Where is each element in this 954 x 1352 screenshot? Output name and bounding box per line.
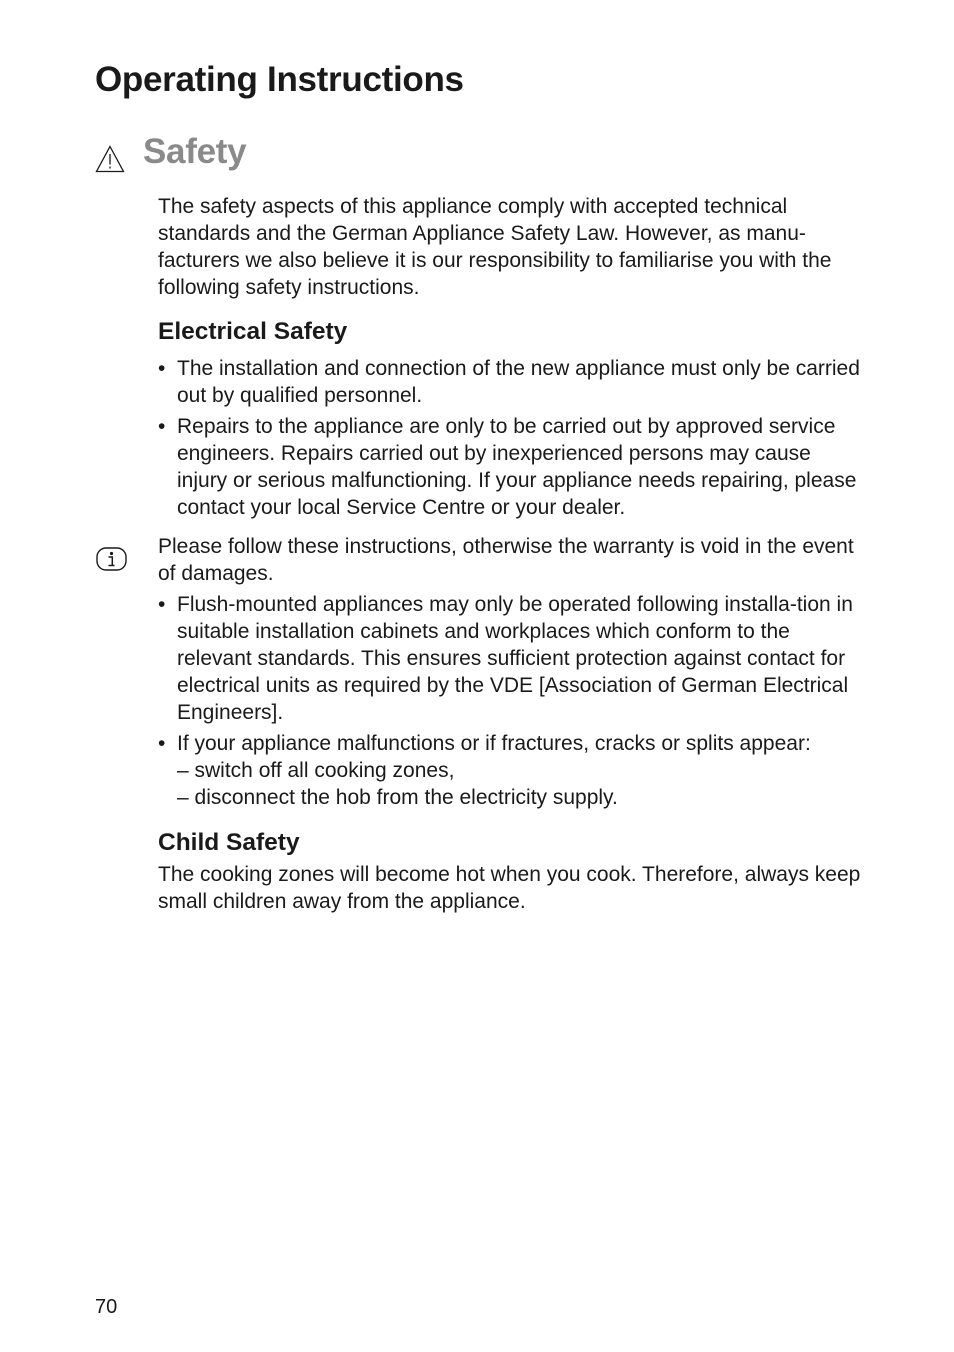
- info-icon: [96, 547, 127, 571]
- electrical-safety-heading: Electrical Safety: [158, 318, 348, 345]
- dash-item: – disconnect the hob from the electricity supply.: [177, 786, 618, 809]
- list-item: • Repairs to the appliance are only to be carried out by approved service engineers. Repairs carried out by inexperienced persons may cause injury or serious malfunctioning. If your appliance needs repairing, please contact your local Service Centre or your dealer.: [158, 413, 863, 521]
- page-number: 70: [95, 1296, 118, 1318]
- child-safety-heading: Child Safety: [158, 829, 300, 856]
- warning-triangle-icon: [95, 145, 125, 173]
- child-safety-text: The cooking zones will become hot when you cook. Therefore, always keep small children away from the appliance.: [158, 863, 861, 913]
- list-item: [158, 730, 863, 811]
- dash-item: – switch off all cooking zones,: [177, 759, 455, 782]
- safety-intro: The safety aspects of this appliance comply with accepted technical standards and the German Appliance Safety Law. However, as manu-facturers we also believe it is our responsibility to familiarise you with the following safety instructions.: [158, 195, 832, 299]
- page-title: Operating Instructions: [95, 60, 464, 99]
- list-item: • The installation and connection of the new appliance must only be carried out by qualified personnel.: [158, 355, 863, 409]
- section-title-safety: Safety: [143, 132, 247, 171]
- electrical-safety-list-2: [158, 591, 863, 811]
- list-item-text: If your appliance malfunctions or if fractures, cracks or splits appear:: [177, 732, 811, 755]
- list-item: • Flush-mounted appliances may only be operated following installa-tion in suitable installation cabinets and workplaces which conform to the relevant standards. This ensures sufficient protection against contact for electrical units as required by the VDE [Association of German Electrical Engineers].: [158, 591, 863, 726]
- electrical-safety-list: [158, 355, 863, 521]
- warranty-note: Please follow these instructions, otherwise the warranty is void in the event of damages.: [158, 535, 854, 585]
